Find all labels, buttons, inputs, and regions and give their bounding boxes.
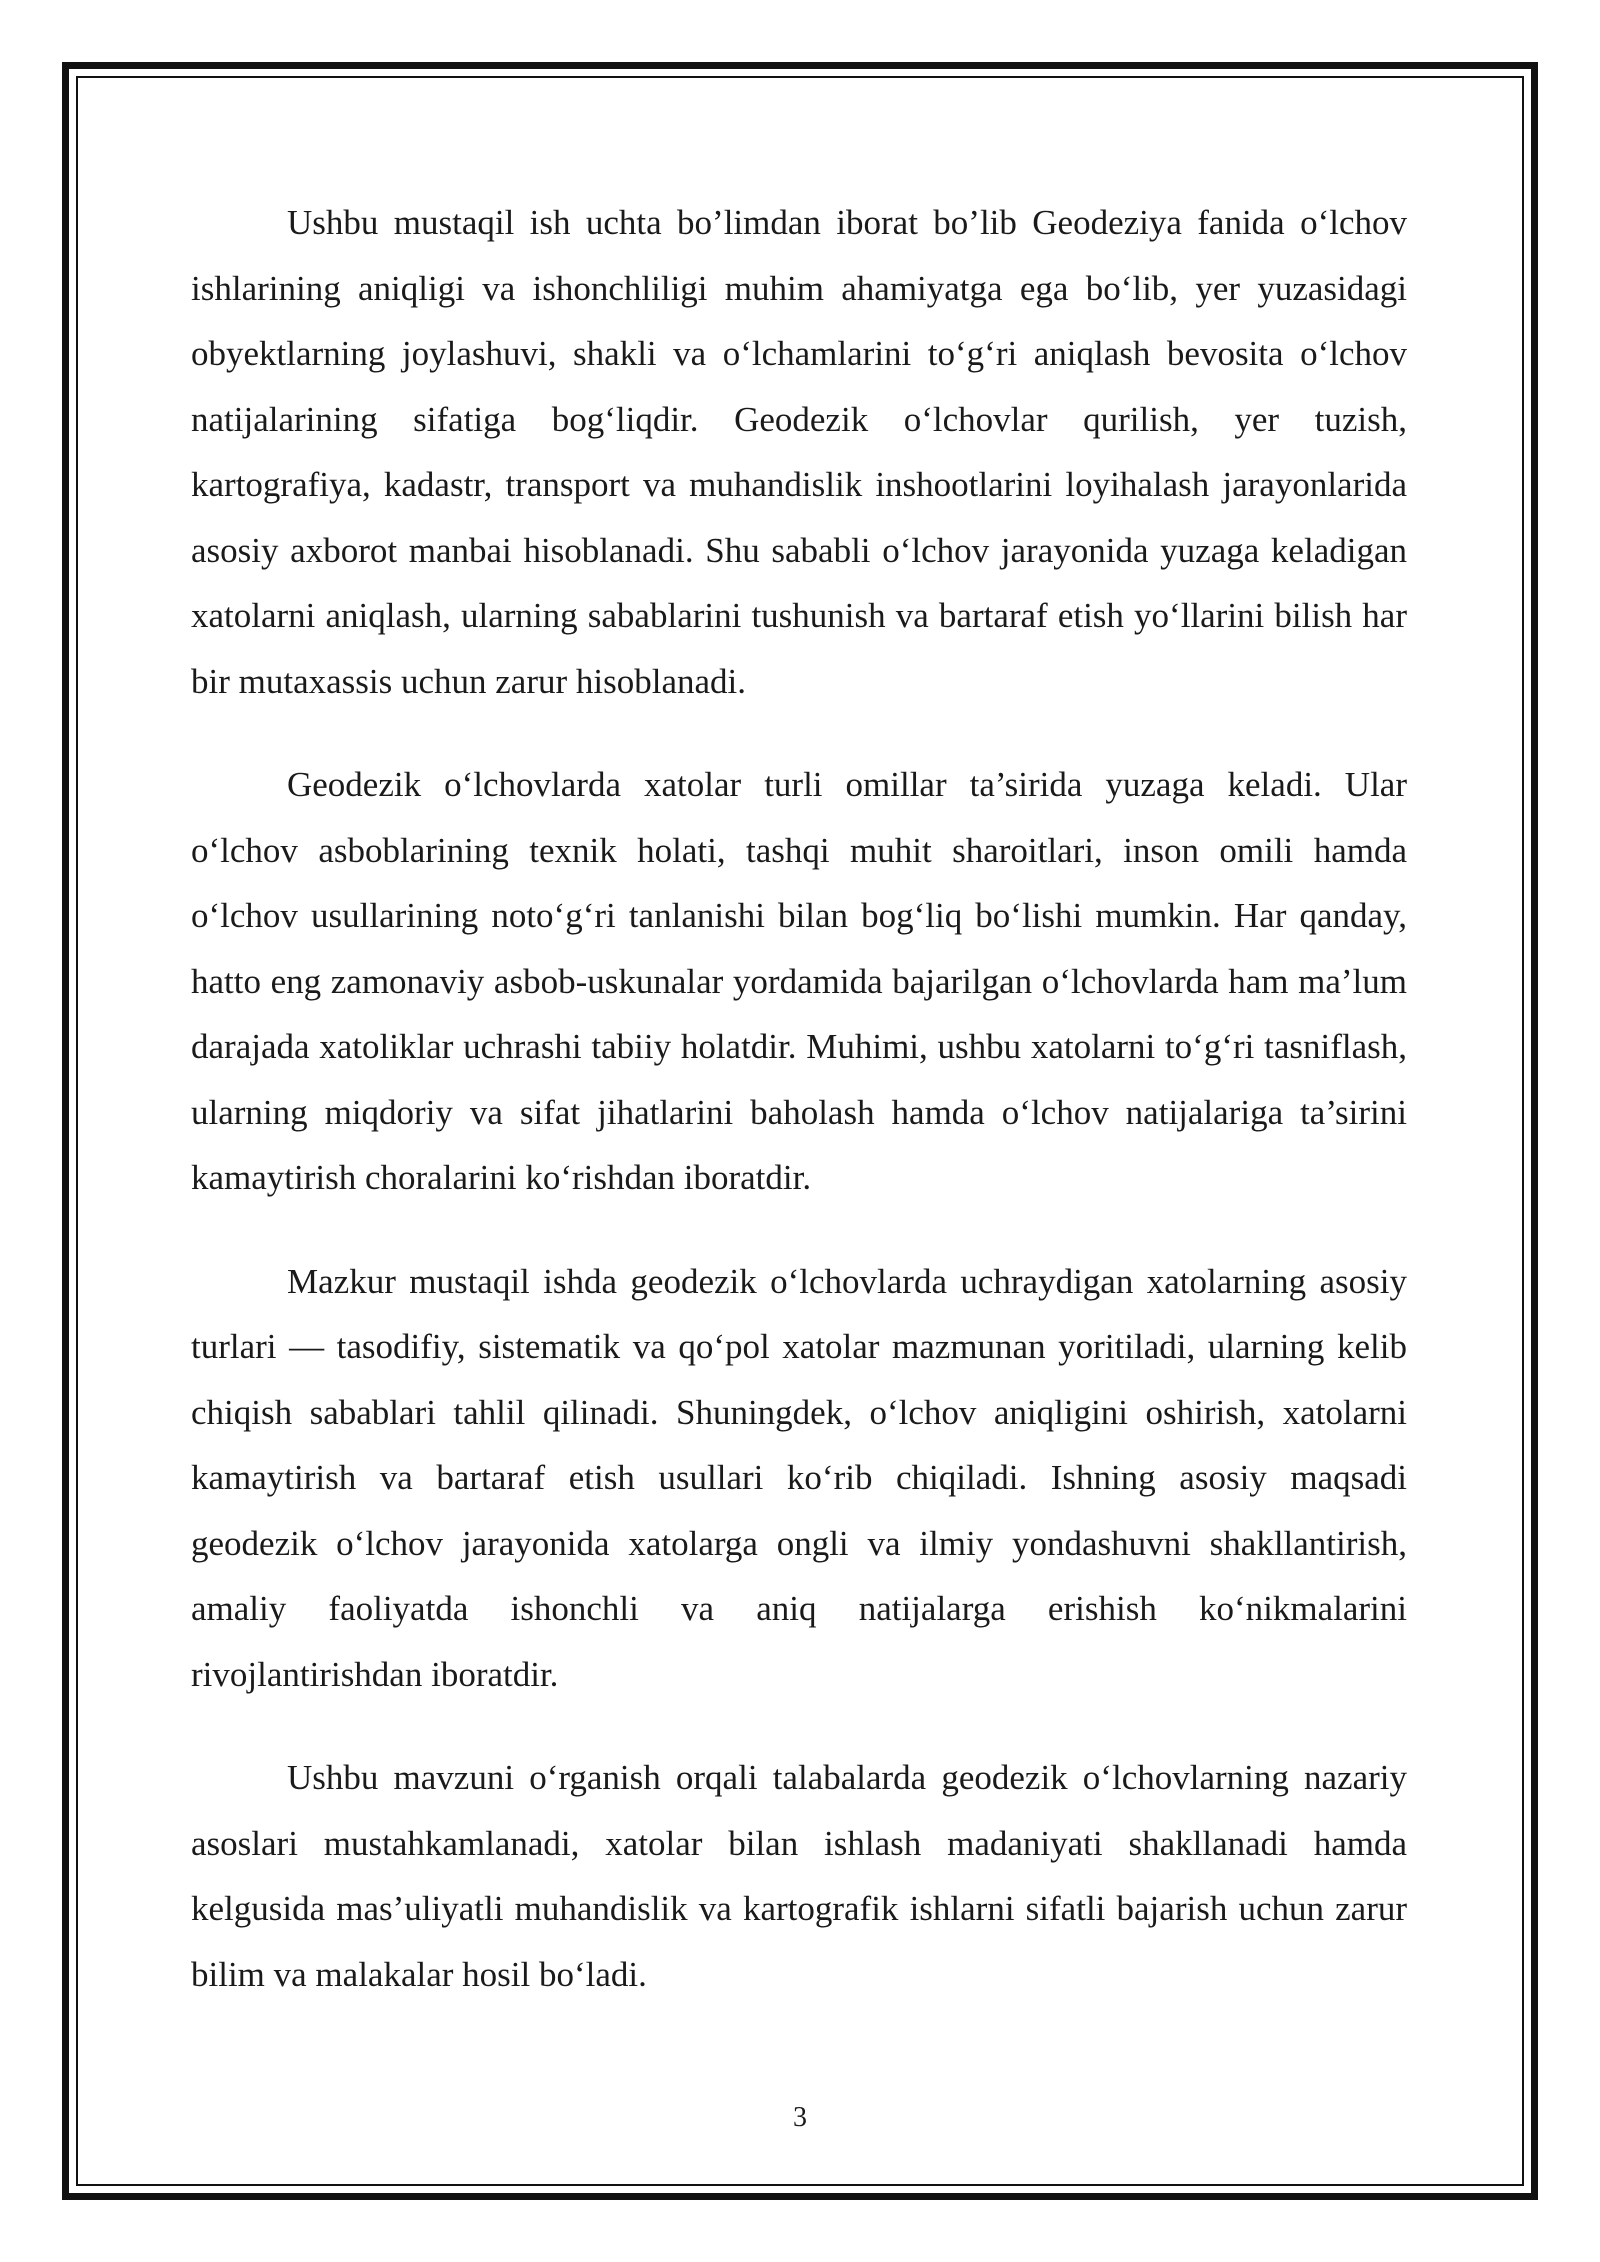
paragraph-3: Mazkur mustaqil ishda geodezik o‘lchovlarda uchraydigan xatolarning asosiy turlari — tasodifiy, sistematik va qo‘pol xatolar mazmunan yoritiladi, ularning kelib chiqish sabablari tahlil qilinadi. Shuningdek, o‘lchov aniqligini oshirish, xatolarni kamaytirish va bartaraf etish usullari ko‘rib chiqiladi. Ishning asosiy maqsadi geodezik o‘lchov jarayonida xatolarga ongli va ilmiy yondashuvni shakllantirish, amaliy faoliyatda ishonchli va aniq natijalarga erishish ko‘nikmalarini rivojlantirishdan iboratdir. bbox=[191, 1261, 1407, 1694]
document-body bbox=[191, 190, 1407, 2045]
paragraph-2: Geodezik o‘lchovlarda xatolar turli omillar ta’sirida yuzaga keladi. Ular o‘lchov asboblarining texnik holati, tashqi muhit sharoitlari, inson omili hamda o‘lchov usullarining noto‘g‘ri tanlanishi bilan bog‘liq bo‘lishi mumkin. Har qanday, hatto eng zamonaviy asbob-uskunalar yordamida bajarilgan o‘lchovlarda ham ma’lum darajada xatoliklar uchrashi tabiiy holatdir. Muhimi, ushbu xatolarni to‘g‘ri tasniflash, ularning miqdoriy va sifat jihatlarini baholash hamda o‘lchov natijalariga ta’sirini kamaytirish choralarini ko‘rishdan iboratdir. bbox=[191, 765, 1407, 1197]
paragraph-1: Ushbu mustaqil ish uchta bo’limdan iborat bo’lib Geodeziya fanida o‘lchov ishlarining aniqligi va ishonchliligi muhim ahamiyatga ega bo‘lib, yer yuzasidagi obyektlarning joylashuvi, shakli va o‘lchamlarini to‘g‘ri aniqlash bevosita o‘lchov natijalarining sifatiga bog‘liqdir. Geodezik o‘lchovlar qurilish, yer tuzish, kartografiya, kadastr, transport va muhandislik inshootlarini loyihalash jarayonlarida asosiy axborot manbai hisoblanadi. Shu sababli o‘lchov jarayonida yuzaga keladigan xatolarni aniqlash, ularning sabablarini tushunish va bartaraf etish yo‘llarini bilish har bir mutaxassis uchun zarur hisoblanadi. bbox=[191, 203, 1407, 701]
page-number: 3 bbox=[793, 2102, 807, 2133]
paragraph-4: Ushbu mavzuni o‘rganish orqali talabalarda geodezik o‘lchovlarning nazariy asoslari mustahkamlanadi, xatolar bilan ishlash madaniyati shakllanadi hamda kelgusida mas’uliyatli muhandislik va kartografik ishlarni sifatli bajarish uchun zarur bilim va malakalar hosil bo‘ladi. bbox=[191, 1758, 1407, 1994]
